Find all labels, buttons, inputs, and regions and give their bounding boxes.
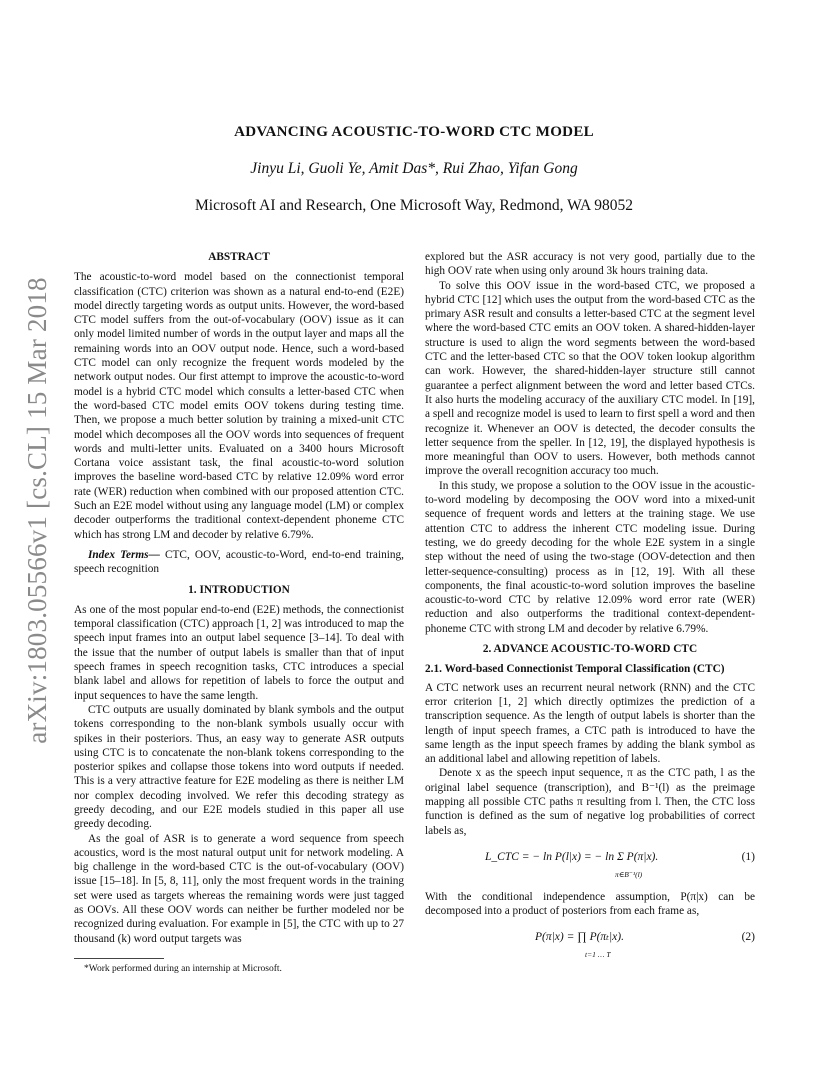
- equation-1-body: L_CTC = − ln P(l|x) = − ln Σ P(π|x).: [485, 850, 659, 863]
- index-terms-text: CTC, OOV, acoustic-to-Word, end-to-end training, speech recognition: [74, 548, 404, 576]
- intro-paragraph-5: In this study, we propose a solution to the OOV issue in the acoustic-to-word modeling by decomposing the OOV word into a mixed-unit sequence of frequent words and letters at the training stage. We use attention CTC to address the inherent CTC modeling issue. During testing, we do greedy decoding for the whole E2E system in a single step without the need of using the two-stage (OOV-detection and then letter-sequence-consulting) process as in [12, 19]. With all these components, the final acoustic-to-word solution improves the baseline acoustic-to-word CTC by relative 12.09% word error rate (WER) reduction and also outperforms the traditional context-dependent-phoneme CTC with strong LM and decoder by relative 6.79%.: [425, 479, 755, 635]
- index-terms: [74, 548, 404, 577]
- equation-2-body: P(π|x) = ∏ P(πₜ|x).: [535, 931, 624, 944]
- equation-1-subscript: π∈B⁻¹(l): [615, 869, 643, 879]
- intro-paragraph-3: As the goal of ASR is to generate a word sequence from speech acoustics, word is the most natural output unit for network modeling. A big challenge in the word-based CTC is the out-of-vocabulary (OOV) issue [15–18]. In [5, 8, 11], only the most frequent words in the training set were used as targets whereas the remaining words were just tagged as OOVs. All these OOV words can neither be further modeled nor be recognized during evaluation. For example in [5], the CTC with up to 27 thousand (k) word output targets was: [74, 832, 404, 945]
- intro-paragraph-4: To solve this OOV issue in the word-based CTC, we proposed a hybrid CTC [12] which uses the output from the word-based CTC as the primary ASR result and consults a letter-based CTC at the segment level where the word-based CTC emits an OOV token. A shared-hidden-layer structure is used to align the word segments between the word-based CTC and the letter-based CTC so that the OOV token lookup algorithm can work. However, the shared-hidden-layer structure still cannot guarantee a perfect alignment between the word and letter based CTCs. It also hurts the modeling accuracy of the auxiliary CTC model. In [19], a spell and recognize model is used to learn to first spell a word and then recognize it. Whenever an OOV is detected, the decoder consults the letter sequence from the speller. In [12, 19], the displayed hypothesis is more meaningful than OOV to users. However, both methods cannot improve the overall recognition accuracy too much.: [425, 279, 755, 478]
- section-2-paragraph-2: Denote x as the speech input sequence, π as the CTC path, l as the original label sequence (transcription), and B⁻¹(l) as the preimage mapping all possible CTC paths π resulting from l. Then, the CTC loss function is defined as the sum of negative log probabilities of correct labels as,: [425, 767, 755, 837]
- footnote: *Work performed during an internship at Microsoft.: [84, 964, 282, 974]
- abstract-heading: ABSTRACT: [208, 251, 270, 263]
- footnote-rule: [74, 958, 164, 959]
- equation-1-number: (1): [741, 850, 755, 863]
- paper-title: ADVANCING ACOUSTIC-TO-WORD CTC MODEL: [234, 124, 594, 140]
- authors: Jinyu Li, Guoli Ye, Amit Das*, Rui Zhao, Yifan Gong: [250, 160, 578, 177]
- left-column: [74, 250, 404, 946]
- abstract-text: The acoustic-to-word model based on the connectionist temporal classification (CTC) criterion was shown as a natural end-to-end (E2E) model directly targeting words as output units. However, the word-based CTC model suffers from the out-of-vocabulary (OOV) issue as it can only model limited number of words in the output layer and maps all the remaining words into an OOV output node. Hence, such a word-based CTC model can only recognize the frequent words modeled by the network output nodes. Our first attempt to improve the acoustic-to-word model is a hybrid CTC model which consults a letter-based CTC when the word-based CTC model emits OOV tokens during testing time. Then, we propose a much better solution by training a mixed-unit CTC model which decomposes all the OOV words into sequences of frequent words and multi-letter units. Evaluated on a 3400 hours Microsoft Cortana voice assistant task, the final acoustic-to-word solution improves the baseline word-based CTC by relative 12.09% word error rate (WER) reduction when combined with our proposed attention CTC. Such an E2E model without using any language model (LM) or complex decoder outperforms the traditional context-dependent phoneme CTC which has strong LM and decoder by relative 6.79%.: [74, 271, 404, 541]
- equation-2-number: (2): [741, 931, 755, 944]
- equation-2-limits: t=1 … T: [585, 950, 611, 960]
- intro-paragraph-2: CTC outputs are usually dominated by blank symbols and the output tokens corresponding to the non-blank symbols usually occur with spikes in their posteriors. Thus, an easy way to generate ASR outputs using CTC is to concatenate the non-blank tokens corresponding to the posterior spikes and collapse those tokens into word outputs if needed. This is a very attractive feature for E2E modeling as there is neither LM nor complex decoding involved. We refer this decoding strategy as greedy decoding, and our E2E models studied in this paper all use greedy decoding.: [74, 703, 404, 831]
- arxiv-side-stamp: [2, 250, 72, 770]
- equation-1: [425, 844, 755, 884]
- subsection-2-1-heading: 2.1. Word-based Connectionist Temporal Classification (CTC): [425, 663, 725, 676]
- index-terms-label: Index Terms—: [88, 548, 160, 561]
- section-2-paragraph-1: A CTC network uses an recurrent neural network (RNN) and the CTC error criterion [1, 2] which directly optimizes the prediction of a transcription sequence. As the length of output labels is shorter than the length of input speech frames, a CTC path is introduced to have the same length as the input speech frames by adding the blank symbol as an additional label and allowing repetition of labels.: [425, 681, 755, 766]
- intro-paragraph-3-continued: explored but the ASR accuracy is not very good, partially due to the high OOV rate when using only around 3k hours training data.: [425, 251, 755, 278]
- section-2-paragraph-3: With the conditional independence assumption, P(π|x) can be decomposed into a product of posteriors from each frame as,: [425, 890, 755, 918]
- intro-paragraph-1: As one of the most popular end-to-end (E2E) methods, the connectionist temporal classification (CTC) approach [1, 2] was introduced to map the speech input frames into an output label sequence [3–14]. To deal with the issue that the number of output labels is smaller than that of input speech frames in speech recognition tasks, CTC introduces a special blank label and allows for repetition of labels to force the output and input sequences to have the same length.: [74, 603, 404, 702]
- section-2-heading: 2. ADVANCE ACOUSTIC-TO-WORD CTC: [482, 643, 698, 656]
- right-column: [425, 250, 755, 970]
- introduction-heading: 1. INTRODUCTION: [188, 583, 290, 596]
- affiliation: Microsoft AI and Research, One Microsoft Way, Redmond, WA 98052: [195, 197, 633, 214]
- equation-2: [425, 924, 755, 964]
- arxiv-identifier: arXiv:1803.05566v1 [cs.CL] 15 Mar 2018: [21, 276, 52, 744]
